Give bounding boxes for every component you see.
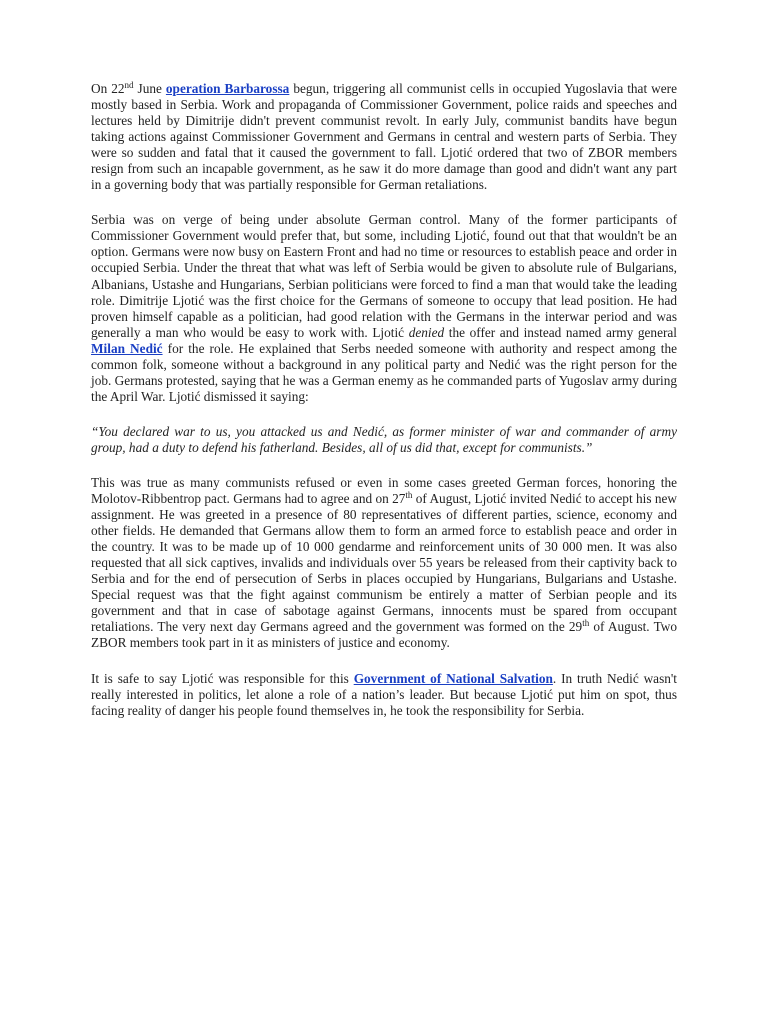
block-quote: [91, 424, 677, 456]
text-run: It is safe to say Ljotić was responsible for this: [91, 670, 354, 686]
text-run: of August, Ljotić invited Nedić to accept his new assignment. He was greeted in a presence of 80 representatives of different parties, science, economy and other fields. He demanded that Germans allow them to form an armed force to establish peace and order in the country. It was to be made up of 10 000 gendarme and reinforcement units of 30 000 men. It was also requested that all sick captives, invalids and individuals over 55 years be released from their captivity back to Serbia and for the end of persecution of Serbs in places occupied by Hungarians, Bulgarians and Ustashe. Special request was that the fight against communism be entirely a matter of Serbian people and its government and that in case of sabotage against Germans, innocents must be spared from occupant retaliations. The very next day Germans agreed and the government was formed on the 29: [91, 491, 677, 635]
text-run: On 22: [91, 81, 125, 96]
text-run: begun, triggering all communist cells in occupied Yugoslavia that were mostly based in Serbia. Work and propaganda of Commissioner Government, police raids and speeches and lectures held by Dimitrije didn't prevent communist revolt. In early July, communist bandits have begun taking actions against Commissioner Government and Germans in central and western parts of Serbia. They were so sudden and fatal that it caused the government to fall. Ljotić ordered that two of ZBOR members resign from such an incapable government, as he saw it do more damage than good and didn't want any part in a governing body that was partially responsible for German retaliations.: [91, 81, 677, 193]
body-paragraph: [91, 212, 677, 405]
text-run: “You declared war to us, you attacked us and Nedić, as former minister of war and commander of army group, had a duty to defend his fatherland. Besides, all of us did that, except for communists.”: [91, 423, 677, 455]
body-paragraph: [91, 671, 677, 719]
body-paragraph: [91, 475, 677, 652]
text-run: Serbia was on verge of being under absolute German control. Many of the former participants of Commissioner Government would prefer that, but some, including Ljotić, found out that that wouldn't be an option. Germans were now busy on Eastern Front and had no time or resources to establish peace and order in occupied Serbia. Under the threat that what was left of Serbia would be given to absolute rule of Bulgarians, Albanians, Ustashe and Hungarians, Serbian politicians were forced to find a man that would take the leading role. Dimitrije Ljotić was the first choice for the Germans of someone to occupy that lead position. He had proven himself capable as a politician, had good relation with the Germans in the interwar period and was generally a man who would be easy to work with. Ljotić: [91, 212, 677, 340]
text-run: the offer and instead named army general: [444, 324, 677, 340]
ordinal-suffix: th: [582, 618, 590, 629]
link-operation-barbarossa[interactable]: operation Barbarossa: [165, 81, 290, 96]
text-run: for the role. He explained that Serbs needed someone with authority and respect among the common folk, someone without a background in any political party and Nedić was the right person for the job. Germans protested, saying that he was a German enemy as he commanded parts of Yugoslav army during the April War. Ljotić dismissed it saying:: [91, 340, 677, 404]
text-run: of August. Two ZBOR members took part in it as ministers of justice and economy.: [91, 619, 678, 651]
text-run: June: [133, 81, 166, 96]
body-paragraph: [91, 81, 677, 193]
ordinal-suffix: nd: [124, 80, 134, 90]
text-run: . In truth Nedić wasn't really interested in politics, let alone a role of a nation’s leader. But because Ljotić put him on spot, thus facing reality of danger his people found themselves in, he took the responsibility for Serbia.: [91, 670, 678, 718]
link-government-of-national-salvation[interactable]: Government of National Salvation: [353, 670, 553, 686]
emphasis-text: denied: [408, 324, 445, 340]
ordinal-suffix: th: [405, 490, 413, 501]
link-milan-nedic[interactable]: Milan Nedić: [91, 340, 163, 356]
text-run: This was true as many communists refused or even in some cases greeted German forces, honoring the Molotov-Ribbentrop pact. Germans had to agree and on 27: [91, 474, 677, 507]
